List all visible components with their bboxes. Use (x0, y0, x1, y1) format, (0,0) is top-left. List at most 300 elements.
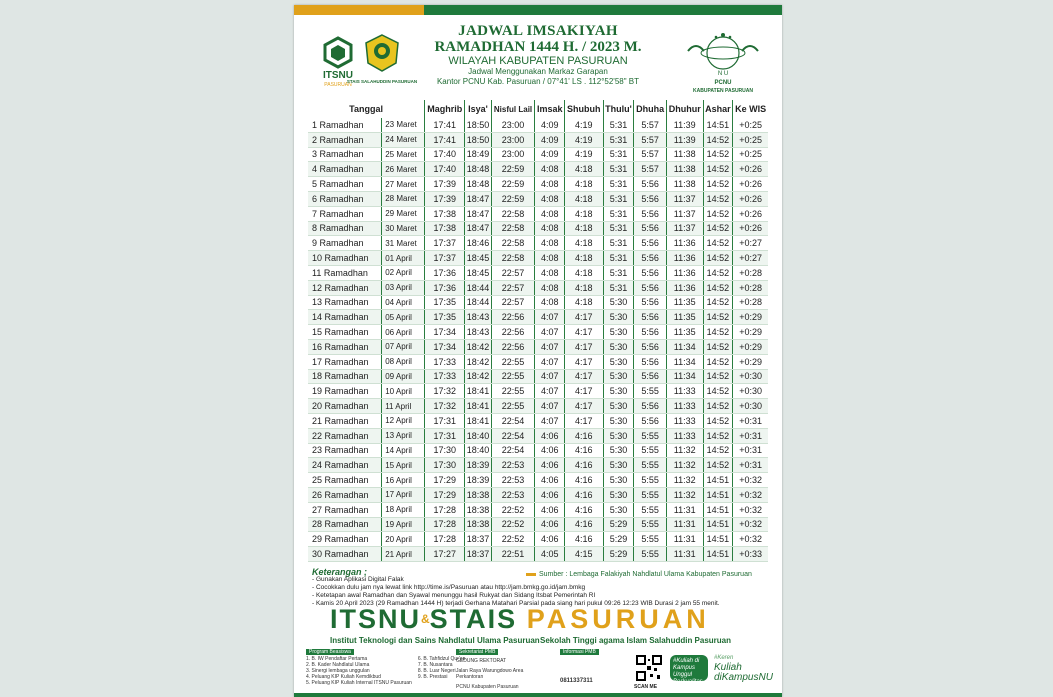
cell-shubuh: 4:17 (565, 369, 604, 384)
cell-imsak: 4:08 (535, 206, 565, 221)
cell-hijri: 12 Ramadhan (308, 280, 382, 295)
cell-nisful-lail: 22:55 (491, 384, 535, 399)
cell-ke-wis: +0:31 (733, 443, 768, 458)
cell-shubuh: 4:18 (565, 221, 604, 236)
cell-ke-wis: +0:25 (733, 147, 768, 162)
table-row (308, 251, 768, 266)
cell-ashar: 14:52 (703, 132, 733, 147)
cell-isya: 18:41 (465, 413, 491, 428)
cell-imsak: 4:08 (535, 265, 565, 280)
cell-ke-wis: +0:28 (733, 265, 768, 280)
cell-dhuhur: 11:37 (666, 191, 703, 206)
cell-masehi: 06 April (382, 325, 425, 340)
cell-ashar: 14:52 (703, 413, 733, 428)
program-item: 6. B. Tahfidzul Qur'an (417, 656, 466, 662)
cell-dhuha: 5:56 (634, 369, 666, 384)
cell-dhuhur: 11:38 (666, 177, 703, 192)
cell-nisful-lail: 22:54 (491, 428, 535, 443)
cell-imsak: 4:07 (535, 339, 565, 354)
cell-ke-wis: +0:26 (733, 177, 768, 192)
cell-nisful-lail: 22:52 (491, 532, 535, 547)
cell-dhuha: 5:55 (634, 532, 666, 547)
imsakiyah-table (308, 100, 768, 562)
cell-masehi: 24 Maret (382, 132, 425, 147)
cell-nisful-lail: 22:52 (491, 517, 535, 532)
cell-hijri: 21 Ramadhan (308, 413, 382, 428)
header-imsak: Imsak (535, 100, 565, 118)
cell-dhuha: 5:57 (634, 118, 666, 132)
cell-masehi: 07 April (382, 339, 425, 354)
table-row (308, 280, 768, 295)
cell-isya: 18:43 (465, 310, 491, 325)
cell-shubuh: 4:17 (565, 413, 604, 428)
cell-isya: 18:37 (465, 532, 491, 547)
cell-ke-wis: +0:27 (733, 251, 768, 266)
cell-hijri: 19 Ramadhan (308, 384, 382, 399)
itsnu-logo-subtext: PASURUAN (324, 82, 352, 88)
note-item: - Gunakan Aplikasi Digital Falak (312, 576, 404, 583)
pcnu-logo-icon (678, 29, 768, 95)
cell-ashar: 14:52 (703, 399, 733, 414)
cell-maghrib: 17:29 (425, 473, 465, 488)
source-note (526, 571, 752, 578)
cell-maghrib: 17:36 (425, 265, 465, 280)
brand-sub-itsnu: Institut Teknologi dan Sains Nahdlatul Ulama Pasuruan (330, 636, 540, 645)
table-row (308, 191, 768, 206)
cell-ke-wis: +0:27 (733, 236, 768, 251)
cell-dhuha: 5:56 (634, 399, 666, 414)
cell-ashar: 14:52 (703, 458, 733, 473)
cell-nisful-lail: 22:55 (491, 399, 535, 414)
cell-thulu: 5:31 (603, 236, 634, 251)
cell-thulu: 5:30 (603, 399, 634, 414)
cell-maghrib: 17:30 (425, 443, 465, 458)
cell-ke-wis: +0:28 (733, 295, 768, 310)
header-shubuh: Shubuh (565, 100, 604, 118)
footer-contact (560, 649, 630, 684)
cell-dhuha: 5:55 (634, 428, 666, 443)
cell-ke-wis: +0:26 (733, 206, 768, 221)
cell-dhuha: 5:57 (634, 132, 666, 147)
cell-thulu: 5:31 (603, 221, 634, 236)
cell-masehi: 23 Maret (382, 118, 425, 132)
bottom-stripe (294, 693, 782, 697)
cell-hijri: 17 Ramadhan (308, 354, 382, 369)
table-body (308, 118, 768, 561)
cell-masehi: 09 April (382, 369, 425, 384)
table-row (308, 132, 768, 147)
cell-dhuha: 5:55 (634, 473, 666, 488)
keren-line-2: Kuliah (714, 662, 742, 673)
cell-dhuhur: 11:36 (666, 280, 703, 295)
cell-nisful-lail: 22:53 (491, 473, 535, 488)
cell-isya: 18:45 (465, 265, 491, 280)
cell-nisful-lail: 22:57 (491, 280, 535, 295)
cell-masehi: 05 April (382, 310, 425, 325)
cell-thulu: 5:31 (603, 147, 634, 162)
cell-dhuha: 5:56 (634, 191, 666, 206)
cell-shubuh: 4:17 (565, 354, 604, 369)
table-row (308, 487, 768, 502)
title-line-2: RAMADHAN 1444 H. / 2023 M. (434, 39, 642, 55)
cell-dhuhur: 11:34 (666, 369, 703, 384)
cell-maghrib: 17:30 (425, 458, 465, 473)
cell-hijri: 18 Ramadhan (308, 369, 382, 384)
cell-maghrib: 17:40 (425, 147, 465, 162)
table-row (308, 295, 768, 310)
cell-shubuh: 4:18 (565, 236, 604, 251)
footer-programs (306, 649, 476, 686)
cell-imsak: 4:06 (535, 443, 565, 458)
cell-dhuha: 5:56 (634, 236, 666, 251)
cell-masehi: 17 April (382, 487, 425, 502)
cell-ashar: 14:52 (703, 265, 733, 280)
cell-imsak: 4:06 (535, 532, 565, 547)
cell-imsak: 4:06 (535, 473, 565, 488)
header-thulu: Thulu' (603, 100, 634, 118)
cell-isya: 18:48 (465, 162, 491, 177)
cell-nisful-lail: 22:53 (491, 487, 535, 502)
cell-dhuhur: 11:31 (666, 502, 703, 517)
program-item: 1. B. IW Pendaftar Pertama (306, 656, 368, 662)
cell-masehi: 10 April (382, 384, 425, 399)
cell-hijri: 27 Ramadhan (308, 502, 382, 517)
cell-thulu: 5:31 (603, 191, 634, 206)
cell-dhuhur: 11:37 (666, 206, 703, 221)
cell-dhuhur: 11:37 (666, 221, 703, 236)
cell-ke-wis: +0:26 (733, 191, 768, 206)
brand-pasuruan: PASURUAN (526, 604, 710, 634)
source-text: Sumber : Lembaga Falakiyah Nahdlatul Ulama Kabupaten Pasuruan (539, 571, 752, 578)
cell-isya: 18:41 (465, 399, 491, 414)
cell-isya: 18:40 (465, 428, 491, 443)
cell-ashar: 14:52 (703, 325, 733, 340)
cell-ke-wis: +0:30 (733, 384, 768, 399)
cell-hijri: 11 Ramadhan (308, 265, 382, 280)
cell-thulu: 5:30 (603, 487, 634, 502)
cell-isya: 18:38 (465, 487, 491, 502)
table-row (308, 473, 768, 488)
keren-line-3: diKampusNU (714, 672, 773, 683)
cell-imsak: 4:06 (535, 458, 565, 473)
cell-ashar: 14:52 (703, 280, 733, 295)
cell-isya: 18:50 (465, 118, 491, 132)
cell-nisful-lail: 22:58 (491, 221, 535, 236)
cell-ashar: 14:52 (703, 369, 733, 384)
cell-thulu: 5:30 (603, 428, 634, 443)
cell-shubuh: 4:16 (565, 487, 604, 502)
cell-dhuhur: 11:34 (666, 339, 703, 354)
cell-hijri: 23 Ramadhan (308, 443, 382, 458)
cell-thulu: 5:31 (603, 280, 634, 295)
note-item: - Cocokkan dulu jam nya lewat link http://time.is/Pasuruan atau http://jam.bmkg.go.id/jam.bmkg (312, 584, 586, 591)
header-dhuha: Dhuha (634, 100, 666, 118)
header-ashar: Ashar (703, 100, 733, 118)
cell-shubuh: 4:16 (565, 443, 604, 458)
stais-logo-text: STAIS SALAHUDDIN PASURUAN (346, 79, 418, 84)
cell-imsak: 4:09 (535, 147, 565, 162)
cell-hijri: 26 Ramadhan (308, 487, 382, 502)
cell-ke-wis: +0:26 (733, 221, 768, 236)
cell-shubuh: 4:16 (565, 517, 604, 532)
cell-nisful-lail: 22:58 (491, 236, 535, 251)
cell-maghrib: 17:35 (425, 295, 465, 310)
cell-nisful-lail: 22:59 (491, 191, 535, 206)
cell-hijri: 29 Ramadhan (308, 532, 382, 547)
cell-isya: 18:46 (465, 236, 491, 251)
cell-thulu: 5:31 (603, 177, 634, 192)
pcnu-logo-subtext: KABUPATEN PASURUAN (693, 88, 753, 94)
cell-dhuha: 5:55 (634, 502, 666, 517)
cell-masehi: 27 Maret (382, 177, 425, 192)
cell-maghrib: 17:32 (425, 399, 465, 414)
cell-nisful-lail: 22:58 (491, 206, 535, 221)
cell-imsak: 4:07 (535, 369, 565, 384)
cell-masehi: 11 April (382, 399, 425, 414)
cell-hijri: 3 Ramadhan (308, 147, 382, 162)
cell-isya: 18:47 (465, 221, 491, 236)
cell-shubuh: 4:18 (565, 177, 604, 192)
cell-maghrib: 17:33 (425, 354, 465, 369)
cell-nisful-lail: 22:51 (491, 547, 535, 562)
table-row (308, 369, 768, 384)
table-row (308, 428, 768, 443)
cell-masehi: 20 April (382, 532, 425, 547)
cell-masehi: 03 April (382, 280, 425, 295)
cell-dhuha: 5:57 (634, 162, 666, 177)
cell-imsak: 4:07 (535, 354, 565, 369)
cell-dhuhur: 11:35 (666, 325, 703, 340)
cell-hijri: 15 Ramadhan (308, 325, 382, 340)
cell-masehi: 18 April (382, 502, 425, 517)
cell-dhuhur: 11:31 (666, 532, 703, 547)
cell-nisful-lail: 22:59 (491, 162, 535, 177)
cell-masehi: 15 April (382, 458, 425, 473)
cell-thulu: 5:31 (603, 251, 634, 266)
cell-dhuhur: 11:31 (666, 547, 703, 562)
cell-imsak: 4:05 (535, 547, 565, 562)
info-line: GEDUNG REKTORAT (456, 658, 507, 664)
source-bar-icon (526, 573, 536, 576)
table-row (308, 384, 768, 399)
table-row (308, 162, 768, 177)
cell-shubuh: 4:17 (565, 325, 604, 340)
cell-masehi: 30 Maret (382, 221, 425, 236)
cell-masehi: 16 April (382, 473, 425, 488)
contact-heading: Informasi PMB (560, 649, 599, 655)
cell-maghrib: 17:38 (425, 206, 465, 221)
table-row (308, 413, 768, 428)
cell-maghrib: 17:38 (425, 221, 465, 236)
cell-dhuhur: 11:36 (666, 251, 703, 266)
cell-shubuh: 4:16 (565, 502, 604, 517)
info-heading: Sekretariat PMB (456, 649, 498, 655)
cell-ashar: 14:52 (703, 384, 733, 399)
cell-hijri: 10 Ramadhan (308, 251, 382, 266)
cell-isya: 18:38 (465, 502, 491, 517)
qr-code-icon[interactable] (636, 655, 662, 681)
cell-maghrib: 17:35 (425, 310, 465, 325)
cell-dhuhur: 11:33 (666, 399, 703, 414)
cell-dhuha: 5:56 (634, 310, 666, 325)
cell-ashar: 14:52 (703, 339, 733, 354)
table-row (308, 265, 768, 280)
table-row (308, 310, 768, 325)
cell-thulu: 5:30 (603, 473, 634, 488)
cell-dhuha: 5:55 (634, 517, 666, 532)
cell-ke-wis: +0:32 (733, 517, 768, 532)
cell-dhuha: 5:56 (634, 221, 666, 236)
cell-maghrib: 17:29 (425, 487, 465, 502)
cell-ke-wis: +0:32 (733, 532, 768, 547)
cell-maghrib: 17:28 (425, 502, 465, 517)
cell-dhuha: 5:56 (634, 413, 666, 428)
cell-masehi: 28 Maret (382, 191, 425, 206)
cell-ashar: 14:52 (703, 206, 733, 221)
brand-sub-stais: Sekolah Tinggi agama Islam Salahuddin Pasuruan (540, 636, 732, 645)
cell-isya: 18:37 (465, 547, 491, 562)
note-item: - Kamis 20 April 2023 (29 Ramadhan 1444 H) terjadi Gerhana Matahari Parsial pada siang hari pukul 09:26 12:23 WIB Durasi 2 jam 55 menit. (312, 600, 720, 607)
cell-ke-wis: +0:30 (733, 399, 768, 414)
cell-isya: 18:42 (465, 369, 491, 384)
cell-ke-wis: +0:29 (733, 354, 768, 369)
cell-shubuh: 4:18 (565, 162, 604, 177)
cell-imsak: 4:08 (535, 221, 565, 236)
header-maghrib: Maghrib (425, 100, 465, 118)
cell-dhuha: 5:56 (634, 265, 666, 280)
cell-maghrib: 17:31 (425, 413, 465, 428)
cell-shubuh: 4:18 (565, 295, 604, 310)
table-row (308, 236, 768, 251)
table-row (308, 502, 768, 517)
info-line: Jalan Raya Warungdowo Area Perkantoran (456, 668, 524, 680)
cell-masehi: 02 April (382, 265, 425, 280)
cell-imsak: 4:08 (535, 251, 565, 266)
cell-imsak: 4:06 (535, 502, 565, 517)
cell-masehi: 25 Maret (382, 147, 425, 162)
cell-isya: 18:43 (465, 325, 491, 340)
cell-ashar: 14:51 (703, 502, 733, 517)
cell-imsak: 4:08 (535, 162, 565, 177)
table-row (308, 458, 768, 473)
cell-thulu: 5:30 (603, 339, 634, 354)
brand-stais: STAIS (429, 604, 518, 634)
header-isya: Isya' (465, 100, 491, 118)
cell-dhuha: 5:55 (634, 487, 666, 502)
cell-thulu: 5:30 (603, 384, 634, 399)
table-row (308, 532, 768, 547)
cell-masehi: 26 Maret (382, 162, 425, 177)
title-line-3: WILAYAH KABUPATEN PASURUAN (448, 55, 628, 67)
cell-hijri: 16 Ramadhan (308, 339, 382, 354)
cell-ashar: 14:52 (703, 236, 733, 251)
cell-ashar: 14:51 (703, 118, 733, 132)
table-row (308, 339, 768, 354)
cell-dhuha: 5:56 (634, 206, 666, 221)
cell-masehi: 08 April (382, 354, 425, 369)
cell-dhuhur: 11:32 (666, 487, 703, 502)
cell-isya: 18:39 (465, 458, 491, 473)
cell-shubuh: 4:19 (565, 147, 604, 162)
cell-dhuhur: 11:36 (666, 236, 703, 251)
cell-isya: 18:50 (465, 132, 491, 147)
cell-thulu: 5:31 (603, 206, 634, 221)
program-item: 4. Peluang KIP Kuliah Kemdikbud (306, 674, 381, 680)
top-stripe (294, 5, 782, 15)
cell-thulu: 5:30 (603, 502, 634, 517)
cell-dhuhur: 11:35 (666, 310, 703, 325)
cell-imsak: 4:08 (535, 236, 565, 251)
table-row (308, 399, 768, 414)
program-item: 7. B. Nusantara (417, 662, 453, 668)
cell-ke-wis: +0:26 (733, 162, 768, 177)
cell-dhuhur: 11:33 (666, 428, 703, 443)
cell-thulu: 5:30 (603, 310, 634, 325)
brand-amp: & (421, 612, 430, 626)
cell-shubuh: 4:17 (565, 384, 604, 399)
note-item: - Ketetapan awal Ramadhan dan Syawal menunggu hasil Rukyat dan Sidang Itsbat Pemerintah RI (312, 592, 596, 599)
cell-shubuh: 4:18 (565, 206, 604, 221)
scan-me-label: SCAN ME (634, 684, 658, 690)
cell-thulu: 5:31 (603, 265, 634, 280)
cell-dhuhur: 11:38 (666, 162, 703, 177)
cell-hijri: 5 Ramadhan (308, 177, 382, 192)
cell-maghrib: 17:39 (425, 177, 465, 192)
cell-nisful-lail: 22:54 (491, 413, 535, 428)
program-item: 5. Peluang KIP Kuliah Internal ITSNU Pasuruan (306, 680, 412, 686)
cell-isya: 18:42 (465, 354, 491, 369)
kuliah-badge: #Kuliah di Kampus Unggul Berkualitas (670, 655, 708, 681)
cell-shubuh: 4:17 (565, 310, 604, 325)
cell-imsak: 4:08 (535, 177, 565, 192)
cell-thulu: 5:30 (603, 443, 634, 458)
cell-masehi: 04 April (382, 295, 425, 310)
cell-imsak: 4:06 (535, 487, 565, 502)
cell-hijri: 6 Ramadhan (308, 191, 382, 206)
cell-thulu: 5:30 (603, 369, 634, 384)
header-nisful-lail: Nisful Lail (491, 100, 535, 118)
cell-maghrib: 17:37 (425, 251, 465, 266)
cell-imsak: 4:08 (535, 191, 565, 206)
cell-thulu: 5:29 (603, 517, 634, 532)
cell-maghrib: 17:36 (425, 280, 465, 295)
cell-hijri: 14 Ramadhan (308, 310, 382, 325)
cell-isya: 18:40 (465, 443, 491, 458)
program-item: 8. B. Luar Negeri (417, 668, 456, 674)
cell-masehi: 29 Maret (382, 206, 425, 221)
cell-nisful-lail: 22:52 (491, 502, 535, 517)
itsnu-logo-text: ITSNU (323, 70, 353, 81)
cell-ke-wis: +0:25 (733, 132, 768, 147)
phone-number: 0811337311 (560, 678, 593, 684)
cell-masehi: 21 April (382, 547, 425, 562)
cell-ke-wis: +0:31 (733, 458, 768, 473)
cell-dhuhur: 11:38 (666, 147, 703, 162)
pcnu-logo-text: PCNU (714, 80, 732, 86)
notes-heading: Keterangan ; (312, 567, 368, 577)
cell-ashar: 14:52 (703, 177, 733, 192)
title-line-4: Jadwal Menggunakan Markaz Garapan (468, 67, 608, 76)
cell-hijri: 22 Ramadhan (308, 428, 382, 443)
cell-shubuh: 4:18 (565, 280, 604, 295)
cell-isya: 18:39 (465, 473, 491, 488)
cell-thulu: 5:30 (603, 325, 634, 340)
cell-imsak: 4:07 (535, 399, 565, 414)
cell-masehi: 01 April (382, 251, 425, 266)
cell-ashar: 14:52 (703, 251, 733, 266)
cell-dhuha: 5:55 (634, 458, 666, 473)
cell-hijri: 20 Ramadhan (308, 399, 382, 414)
